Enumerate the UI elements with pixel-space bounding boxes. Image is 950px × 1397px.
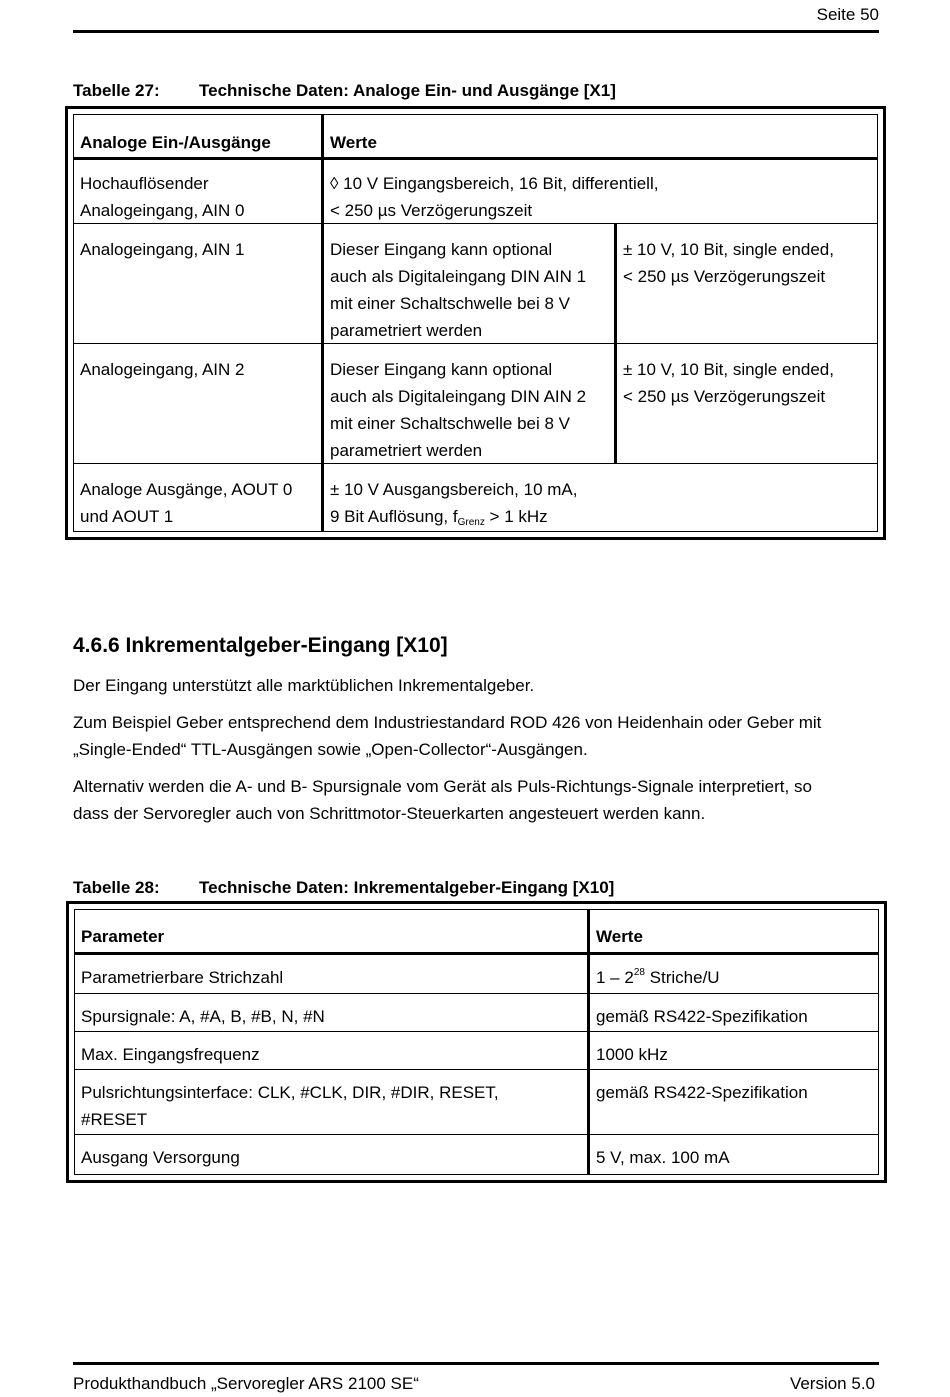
footer-version: Version 5.0 — [789, 1374, 875, 1393]
table-28-row-3-param: Max. Eingangsfrequenz — [81, 1045, 260, 1064]
table-27-header-cell: Analoge Ein-/Ausgänge — [80, 133, 271, 152]
table-27-row-1-name: Hochauflösender Analogeingang, AIN 0 — [80, 174, 245, 220]
table-28-header-cell: Werte — [596, 927, 643, 946]
table-27 — [65, 106, 886, 540]
footer-document-title: Produkthandbuch „Servoregler ARS 2100 SE“ — [73, 1374, 419, 1393]
table-27-row-2-note: Dieser Eingang kann optional auch als Digitaleingang DIN AIN 1 mit einer Schaltschwelle bei 8 V parametriert werden — [330, 240, 587, 340]
table-28-number: Tabelle 28: — [73, 878, 160, 897]
table-28-row-5-value: 5 V, max. 100 mA — [596, 1148, 730, 1167]
table-27-row-1-value: ◊ 10 V Eingangsbereich, 16 Bit, differentiell, < 250 µs Verzögerungszeit — [330, 174, 659, 220]
table-27-row-2-name: Analogeingang, AIN 1 — [80, 240, 245, 259]
table-28-header-cell: Parameter — [81, 927, 165, 946]
table-27-header-cell: Werte — [330, 133, 377, 152]
table-27-grid — [73, 114, 878, 532]
table-28-row-4-value: gemäß RS422-Spezifikation — [596, 1083, 808, 1102]
table-27-number: Tabelle 27: — [73, 81, 160, 100]
section-heading: 4.6.6 Inkrementalgeber-Eingang [X10] — [73, 634, 448, 657]
table-27-row-4-value: ± 10 V Ausgangsbereich, 10 mA, 9 Bit Auflösung, $f_{Grenz} > 1$ kHz — [330, 480, 578, 528]
table-28-row-3-value: 1000 kHz — [596, 1045, 668, 1064]
table-27-row-3-note: Dieser Eingang kann optional auch als Digitaleingang DIN AIN 2 mit einer Schaltschwelle bei 8 V parametriert werden — [330, 360, 587, 460]
table-28-row-4-param: Pulsrichtungsinterface: CLK, #CLK, DIR, #DIR, RESET, #RESET — [81, 1083, 499, 1129]
paragraph: Alternativ werden die A- und B- Spursignale vom Gerät als Puls-Richtungs-Signale interpretiert, so dass der Servoregler auch von Schrittmotor-Steuerkarten angesteuert werden kann. — [73, 777, 812, 823]
table-27-row-2-value: ± 10 V, 10 Bit, single ended, < 250 µs Verzögerungszeit — [623, 240, 834, 286]
table-28-row-2-param: Spursignale: A, #A, B, #B, N, #N — [81, 1007, 325, 1026]
table-28 — [66, 901, 887, 1183]
table-27-row-4-name: Analoge Ausgänge, AOUT 0 und AOUT 1 — [80, 480, 293, 526]
table-28-row-2-value: gemäß RS422-Spezifikation — [596, 1007, 808, 1026]
table-28-title: Technische Daten: Inkrementalgeber-Eingang [X10] — [199, 878, 615, 897]
table-28-row-5-param: Ausgang Versorgung — [81, 1148, 240, 1167]
table-27-title: Technische Daten: Analoge Ein- und Ausgänge [X1] — [199, 81, 616, 100]
page-footer — [73, 1362, 879, 1397]
page-number: Seite 50 — [816, 5, 879, 24]
table-27-row-3-value: ± 10 V, 10 Bit, single ended, < 250 µs Verzögerungszeit — [623, 360, 834, 406]
table-28-row-1-param: Parametrierbare Strichzahl — [81, 968, 284, 987]
table-28-grid — [74, 909, 879, 1175]
page-header — [73, 0, 879, 33]
table-28-caption — [73, 877, 883, 899]
paragraph: Zum Beispiel Geber entsprechend dem Industriestandard ROD 426 von Heidenhain oder Geber mit „Single-Ended“ TTL-Ausgängen sowie „Open-Collector“-Ausgängen. — [73, 713, 822, 759]
table-27-row-3-name: Analogeingang, AIN 2 — [80, 360, 245, 379]
paragraph: Der Eingang unterstützt alle marktüblichen Inkrementalgeber. — [73, 676, 535, 695]
table-27-caption — [73, 80, 883, 102]
table-28-row-1-value: $1 - 2^{28}$ Striche/U — [596, 967, 720, 987]
